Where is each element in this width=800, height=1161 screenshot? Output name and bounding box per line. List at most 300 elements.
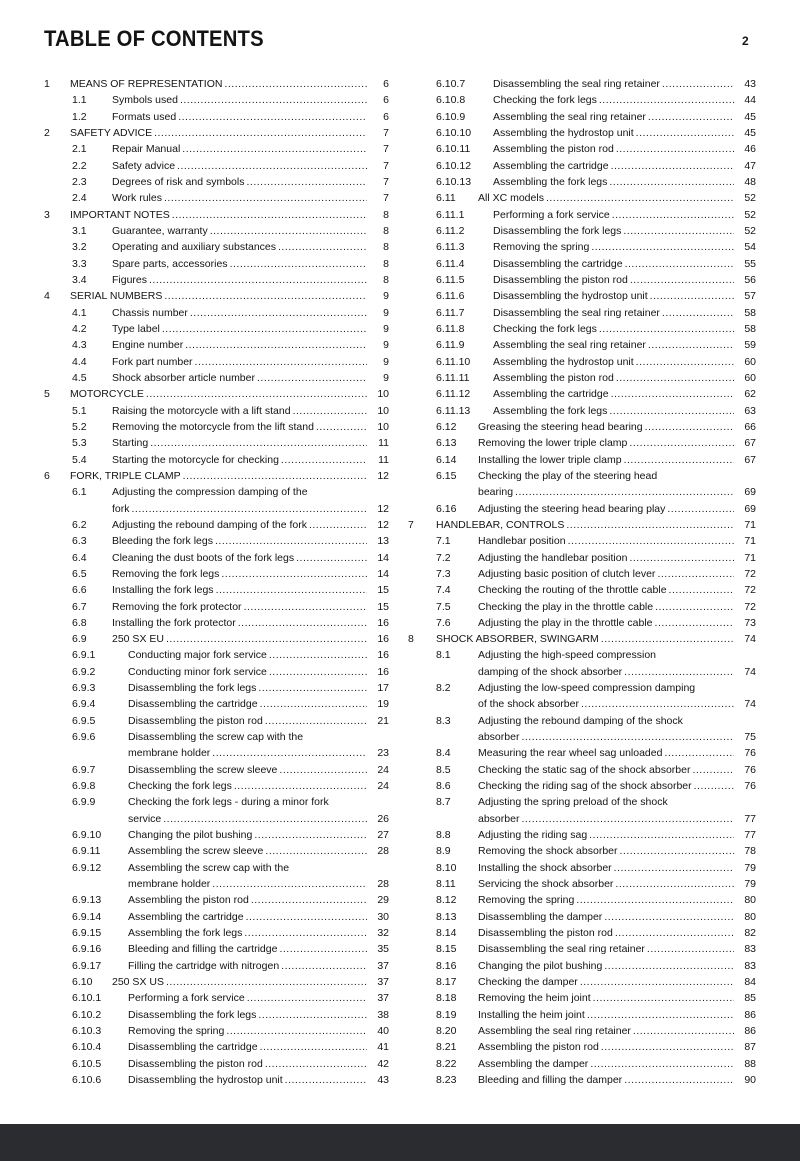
toc-entry-text [493,76,736,92]
toc-entry-title: Assembling the piston rod [493,371,614,384]
toc-entry[interactable] [44,696,389,712]
toc-entry-number: 6.9.12 [72,861,102,874]
dot-leader [612,207,734,223]
toc-entry[interactable] [436,305,756,321]
toc-entry-page: 71 [744,535,756,548]
toc-entry[interactable] [436,925,756,941]
toc-entry-number: 7.5 [436,600,451,613]
toc-entry[interactable] [44,713,389,729]
dot-leader [247,990,367,1006]
toc-entry[interactable] [44,321,389,337]
dot-leader [692,762,734,778]
toc-entry[interactable] [436,239,756,255]
toc-entry[interactable] [44,141,389,157]
dot-leader [269,647,367,663]
toc-entry[interactable] [436,190,756,206]
toc-entry[interactable] [436,272,756,288]
toc-entry-title: 250 SX EU [112,633,164,646]
toc-entry[interactable] [44,1072,389,1088]
toc-entry-text [478,892,736,908]
toc-entry-number: 6.14 [436,453,457,466]
toc-entry-text [112,337,369,353]
toc-entry-text [112,517,369,533]
toc-entry-number: 5 [44,388,50,401]
toc-entry[interactable] [44,550,389,566]
toc-entry[interactable] [436,125,756,141]
toc-entry-number: 6.11.3 [436,241,465,254]
toc-entry[interactable] [44,92,389,108]
toc-entry-page: 12 [377,502,389,515]
toc-entry-number: 4.2 [72,322,87,335]
toc-entry-page: 11 [378,437,389,450]
toc-entry[interactable] [44,125,389,141]
toc-entry-number: 6.9.11 [72,845,101,858]
toc-entry[interactable] [436,452,756,468]
toc-entry-text [493,256,736,272]
toc-entry-title: Removing the fork legs [112,567,220,580]
toc-entry[interactable] [436,892,756,908]
toc-entry[interactable] [436,141,756,157]
dot-leader [285,1072,367,1088]
toc-entry-number: 7 [408,518,414,531]
toc-entry-page: 48 [744,175,756,188]
dot-leader [515,484,734,500]
toc-entry-number: 4 [44,290,50,303]
toc-entry[interactable] [44,288,389,304]
toc-entry-number: 4.5 [72,371,87,384]
dot-leader [648,337,734,353]
toc-entry[interactable] [44,256,389,272]
toc-entry[interactable] [436,109,756,125]
toc-entry-page: 52 [744,208,756,221]
toc-entry[interactable] [44,631,389,647]
toc-entry-title-continued: bearing [478,486,514,499]
toc-entry-page: 69 [744,502,756,515]
toc-entry-title: Installing the shock absorber [478,861,612,874]
toc-entry-page: 14 [377,567,389,580]
toc-entry-text [128,958,369,974]
toc-entry[interactable] [44,566,389,582]
toc-entry[interactable] [44,468,389,484]
dot-leader [132,501,367,517]
toc-entry-page: 42 [377,1057,389,1070]
toc-entry-text [493,174,736,190]
dot-leader [163,811,367,827]
toc-entry[interactable] [436,843,756,859]
toc-entry-text [112,974,369,990]
toc-entry-text [478,1056,736,1072]
toc-entry-title: Disassembling the fork legs [128,1008,257,1021]
toc-entry-page: 6 [383,110,389,123]
toc-entry[interactable] [408,517,756,533]
toc-entry[interactable] [44,762,389,778]
toc-entry-number: 6.11.6 [436,290,465,303]
toc-entry[interactable] [436,207,756,223]
toc-entry-number: 8 [408,633,414,646]
toc-entry-number: 6.10.3 [72,1025,102,1038]
toc-entry-title: Disassembling the fork legs [493,224,622,237]
toc-entry-page: 43 [377,1074,389,1087]
toc-entry-title: Raising the motorcycle with a lift stand [112,404,291,417]
toc-entry[interactable] [44,419,389,435]
toc-entry-number: 6.10.5 [72,1057,102,1070]
toc-entry-title: Chassis number [112,306,188,319]
toc-entry[interactable] [44,582,389,598]
toc-entry-title: Adjusting the riding sag [478,829,588,842]
toc-entry-page: 86 [744,1008,756,1021]
toc-entry-page: 78 [744,845,756,858]
dot-leader [238,615,367,631]
toc-entry[interactable] [44,76,389,92]
toc-entry[interactable] [44,827,389,843]
toc-entry-number: 8.2 [436,682,451,695]
toc-entry[interactable] [436,745,756,761]
toc-entry[interactable] [44,109,389,125]
toc-entry-number: 1.2 [72,110,87,123]
toc-entry[interactable] [44,599,389,615]
toc-entry-page: 43 [744,78,756,90]
toc-entry-text [112,190,369,206]
toc-entry-text [478,599,736,615]
toc-entry[interactable] [44,941,389,957]
toc-entry[interactable] [44,664,389,680]
toc-entry-title: Figures [112,273,148,286]
toc-entry-text [478,1039,736,1055]
toc-entry-title-continued: of the shock absorber [478,698,579,711]
toc-entry[interactable] [436,354,756,370]
toc-entry-number: 8.21 [436,1041,457,1054]
toc-entry-number: 6.11.4 [436,257,465,270]
toc-entry[interactable] [436,615,756,631]
toc-entry-page: 59 [744,339,756,352]
toc-entry[interactable] [436,92,756,108]
toc-entry-text [70,207,369,223]
toc-entry[interactable] [436,974,756,990]
toc-entry-title: Safety advice [112,159,176,172]
toc-entry[interactable] [44,386,389,402]
toc-entry-page: 58 [744,322,756,335]
toc-entry-title: Disassembling the piston rod [493,273,628,286]
toc-entry-page: 28 [377,878,389,891]
toc-entry-number: 6.10.10 [436,126,472,139]
toc-entry[interactable] [44,958,389,974]
dot-leader [599,321,734,337]
toc-entry-number: 6.9.6 [72,731,96,744]
toc-entry[interactable] [44,1056,389,1072]
toc-entry-page: 6 [383,94,389,107]
toc-entry[interactable] [44,305,389,321]
toc-entry-text [128,729,389,762]
dot-leader [620,843,735,859]
toc-entry[interactable] [44,452,389,468]
toc-entry[interactable] [436,876,756,892]
toc-entry-text [493,354,736,370]
dot-leader [636,125,734,141]
toc-entry[interactable] [436,533,756,549]
toc-entry-text [478,990,736,1006]
dot-leader [293,403,367,419]
toc-entry-title: Symbols used [112,94,178,107]
toc-entry-text [70,76,369,92]
toc-entry[interactable] [44,778,389,794]
toc-entry[interactable] [44,158,389,174]
toc-entry-text [478,680,756,713]
dot-leader [630,272,734,288]
dot-leader [611,158,734,174]
toc-entry-title: Assembling the seal ring retainer [478,1025,631,1038]
toc-entry[interactable] [436,468,756,501]
dot-leader [183,468,367,484]
toc-entry-text [112,631,369,647]
toc-entry[interactable] [44,843,389,859]
toc-entry-page: 45 [744,110,756,123]
toc-entry-page: 16 [377,616,389,629]
toc-entry[interactable] [436,909,756,925]
toc-entry-number: 6.11 [436,192,456,205]
toc-entry-title: Assembling the cartridge [493,159,609,172]
toc-entry-page: 10 [377,420,389,433]
toc-entry[interactable] [436,403,756,419]
toc-entry-number: 7.1 [436,535,451,548]
toc-entry-title: Checking the riding sag of the shock absorber [478,780,692,793]
toc-entry[interactable] [436,288,756,304]
toc-entry-page: 37 [377,959,389,972]
toc-entry-text [112,354,369,370]
toc-entry-title: Assembling the fork legs [493,404,608,417]
toc-entry-page: 37 [377,992,389,1005]
toc-entry-title: Removing the shock absorber [478,845,618,858]
toc-entry[interactable] [436,566,756,582]
dot-leader [568,533,734,549]
toc-entry-number: 4.1 [72,306,87,319]
toc-entry[interactable] [436,941,756,957]
toc-entry-number: 6.11.13 [436,404,471,417]
toc-entry[interactable] [436,1007,756,1023]
toc-entry[interactable] [436,1072,756,1088]
toc-entry[interactable] [436,1056,756,1072]
toc-entry-number: 6.10.4 [72,1041,102,1054]
toc-entry[interactable] [44,860,389,893]
toc-entry-number: 1.1 [72,94,87,107]
toc-entry-text [478,925,736,941]
toc-entry[interactable] [436,713,756,746]
toc-entry[interactable] [44,892,389,908]
toc-entry-number: 7.4 [436,584,451,597]
toc-entry-text [128,680,369,696]
toc-entry[interactable] [44,615,389,631]
toc-entry-page: 16 [377,633,389,646]
dot-leader [281,452,367,468]
toc-entry[interactable] [44,533,389,549]
toc-entry-text [112,174,369,190]
toc-entry[interactable] [436,174,756,190]
toc-entry[interactable] [436,386,756,402]
toc-entry[interactable] [436,860,756,876]
toc-entry[interactable] [436,647,756,680]
toc-entry-title: Changing the pilot bushing [478,959,603,972]
toc-entry[interactable] [436,680,756,713]
toc-entry-text [128,762,369,778]
toc-entry-number: 6.11.8 [436,322,465,335]
toc-entry-text [493,305,736,321]
toc-entry-number: 6.10.8 [436,94,466,107]
toc-entry-title-continued: fork [112,502,130,515]
toc-entry-text [493,337,736,353]
dot-leader [655,599,734,615]
toc-entry[interactable] [44,729,389,762]
toc-entry[interactable] [44,925,389,941]
toc-entry[interactable] [44,680,389,696]
toc-entry-page: 52 [744,224,756,237]
toc-entry[interactable] [436,1023,756,1039]
dot-leader [216,582,367,598]
toc-entry-number: 5.3 [72,437,87,450]
toc-entry-text [478,1023,736,1039]
toc-entry-number: 6.11.7 [436,306,465,319]
toc-entry-text [128,860,389,893]
toc-entry[interactable] [436,256,756,272]
toc-entry-page: 62 [744,388,756,401]
toc-entry-text [478,435,736,451]
toc-entry-page: 74 [744,698,756,711]
dot-leader [279,762,367,778]
dot-leader [609,174,734,190]
toc-entry-page: 41 [377,1041,389,1054]
toc-entry-number: 6.9.9 [72,796,96,809]
toc-entry-number: 6.2 [72,518,87,531]
dot-leader [624,1072,734,1088]
dot-leader [650,288,734,304]
toc-entry[interactable] [44,794,389,827]
toc-entry-title: Assembling the hydrostop unit [493,126,634,139]
toc-entry[interactable] [436,321,756,337]
toc-entry-number: 3.3 [72,257,87,270]
toc-entry-number: 6.9.14 [72,910,102,923]
toc-entry-title: Spare parts, accessories [112,257,228,270]
dot-leader [636,354,734,370]
toc-entry-text [493,207,736,223]
toc-entry-number: 5.4 [72,453,87,466]
toc-entry-text [112,223,369,239]
dot-leader [657,566,734,582]
toc-entry-title: HANDLEBAR, CONTROLS [436,518,565,531]
toc-entry[interactable] [44,354,389,370]
toc-entry-title: Adjusting the high-speed compression [478,649,657,662]
toc-entry-title: Checking the damper [478,976,578,989]
toc-entry[interactable] [436,762,756,778]
toc-entry[interactable] [436,223,756,239]
toc-entry-title: Removing the motorcycle from the lift stand [112,420,314,433]
toc-entry[interactable] [44,990,389,1006]
toc-entry-text [112,109,369,125]
toc-entry[interactable] [44,174,389,190]
toc-entry-page: 77 [744,812,756,825]
toc-entry[interactable] [44,403,389,419]
toc-entry[interactable] [436,550,756,566]
toc-entry[interactable] [44,370,389,386]
toc-entry-page: 10 [377,404,389,417]
dot-leader [177,158,367,174]
toc-entry[interactable] [436,599,756,615]
toc-entry-page: 30 [377,910,389,923]
toc-entry[interactable] [44,484,389,517]
toc-entry[interactable] [436,435,756,451]
toc-entry[interactable] [436,501,756,517]
dot-leader [224,76,367,92]
toc-entry-number: 6.10.9 [436,110,466,123]
toc-entry-title: Checking the fork legs [493,322,597,335]
toc-entry-page: 21 [377,714,389,727]
toc-entry[interactable] [44,207,389,223]
toc-entry[interactable] [436,990,756,1006]
dot-leader [589,827,734,843]
dot-leader [645,419,734,435]
toc-entry[interactable] [44,909,389,925]
toc-entry[interactable] [436,794,756,827]
dot-leader [648,109,734,125]
toc-entry-text [112,272,369,288]
toc-entry[interactable] [44,974,389,990]
dot-leader [604,909,734,925]
toc-entry-title: SERIAL NUMBERS [70,290,163,303]
toc-entry[interactable] [436,582,756,598]
toc-entry-title: Starting [112,437,149,450]
toc-entry[interactable] [44,517,389,533]
toc-entry-page: 80 [744,910,756,923]
toc-entry[interactable] [44,435,389,451]
toc-entry[interactable] [436,337,756,353]
toc-entry[interactable] [436,1039,756,1055]
toc-entry-title: Formats used [112,110,177,123]
toc-entry[interactable] [436,958,756,974]
toc-entry[interactable] [44,337,389,353]
toc-entry-title: Checking the play of the steering head [478,469,658,482]
toc-entry[interactable] [436,158,756,174]
toc-entry[interactable] [44,1007,389,1023]
toc-entry-page: 38 [377,1008,389,1021]
dot-leader [164,288,367,304]
toc-entry[interactable] [436,827,756,843]
toc-entry-number: 6.9.4 [72,698,96,711]
toc-entry[interactable] [44,1023,389,1039]
toc-entry[interactable] [44,223,389,239]
toc-entry-page: 83 [744,943,756,956]
toc-entry[interactable] [436,419,756,435]
toc-entry-title: Checking the fork legs - during a minor fork [128,796,329,809]
toc-entry[interactable] [408,631,756,647]
toc-entry-title-continued: damping of the shock absorber [478,665,623,678]
toc-entry[interactable] [44,647,389,663]
toc-entry[interactable] [436,778,756,794]
toc-entry-page: 15 [377,600,389,613]
toc-entry[interactable] [436,76,756,92]
toc-entry-number: 6.5 [72,567,87,580]
toc-entry[interactable] [44,190,389,206]
toc-entry-text [478,468,756,501]
toc-entry-text [128,1023,369,1039]
toc-entry[interactable] [44,272,389,288]
toc-entry-text [478,958,736,974]
toc-entry-title: Disassembling the fork legs [128,682,257,695]
toc-entry[interactable] [436,370,756,386]
toc-entry-page: 8 [383,257,389,270]
toc-entry-page: 60 [744,355,756,368]
toc-entry-title: Checking the fork legs [493,94,597,107]
dot-leader [180,92,367,108]
toc-entry[interactable] [44,1039,389,1055]
toc-entry[interactable] [44,239,389,255]
toc-entry-text [112,484,389,517]
